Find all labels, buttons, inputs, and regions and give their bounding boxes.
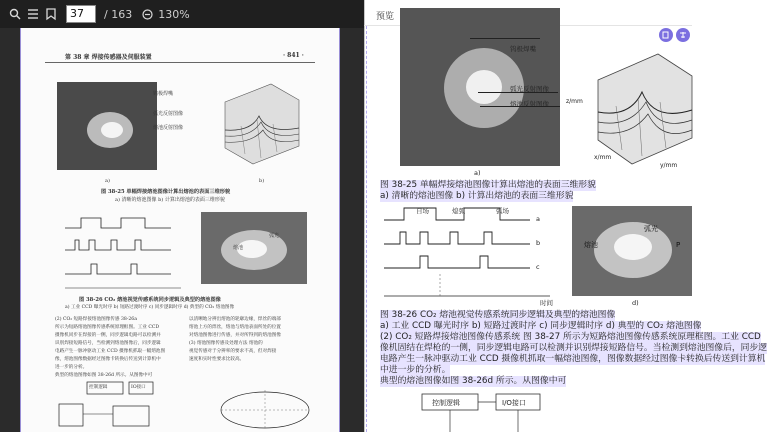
preview-label-p: P <box>676 241 681 249</box>
co2-pool-photo <box>201 212 307 284</box>
preview-label-pool2: 熔池 <box>584 241 598 249</box>
preview-body-3[interactable]: 电路产生一脉冲驱动工业 CCD 摄像机抓取一幅熔池图像，图像数据经过图像卡转换后传送到计算机 <box>380 354 766 364</box>
wave-label-b: b <box>536 239 541 247</box>
header-rule <box>45 62 315 63</box>
translate-icon[interactable] <box>676 28 690 42</box>
search-icon[interactable] <box>6 5 24 23</box>
preview-surface-plot <box>568 40 692 170</box>
preview-caption-26[interactable]: 图 38-26 CO₂ 熔池视觉传感系统同步逻辑及典型的熔池图像 <box>380 310 616 320</box>
menu-icon[interactable] <box>24 5 42 23</box>
preview-label-arc: 弧光反射图像 <box>510 85 549 93</box>
wave-label-c: c <box>536 263 540 271</box>
preview-body-4[interactable]: 中进一步的分析。 <box>380 365 451 375</box>
label-io: IO接口 <box>131 385 146 390</box>
preview-caption-25-sub[interactable]: a) 清晰的熔池图像 b) 计算出熔池的表面三维形貌 <box>380 191 574 201</box>
selection-guide <box>366 26 368 432</box>
caption-38-26: 图 38-26 CO₂ 熔池视觉传感系统同步逻辑及典型的熔池图像 <box>79 297 221 303</box>
preview-fig-d: d) <box>632 299 639 307</box>
weld-pool-photo <box>57 82 157 170</box>
preview-label-io: I/O接口 <box>502 399 526 407</box>
wave-top-2: 熄弧 <box>452 207 465 215</box>
label-control-logic: 控制逻辑 <box>89 385 108 390</box>
caption-38-26-sub: a) 工业 CCD 曝光时序 b) 短路过渡时序 c) 同步逻辑时序 d) 典型的 CO₂ 熔池图像 <box>65 305 235 310</box>
preview-body-1[interactable]: (2) CO₂ 短路焊接熔池图像传感系统 图 38-27 所示为短路熔池图像传感系统原理框图。工业 CCD <box>380 332 761 342</box>
tab-preview[interactable]: 预览 <box>376 12 395 22</box>
wave-top-1: 自场 <box>416 207 429 215</box>
preview-label-arc2: 弧光 <box>644 225 658 233</box>
axis-x: x/mm <box>594 154 612 161</box>
surface-plot <box>211 72 307 172</box>
caption-38-25: 图 38-25 单幅焊接熔池图像计算出熔池的表面三维形貌 <box>101 189 231 195</box>
preview-body-5[interactable]: 典型的熔池图像如图 38-26d 所示。从图像中可 <box>380 376 567 386</box>
viewer-toolbar <box>0 0 364 28</box>
fig-25a-label: a) <box>105 178 110 184</box>
timing-diagram <box>61 208 191 292</box>
page-number: · 841 · <box>283 52 304 59</box>
left-column-text: (2) CO₂ 短路焊接熔池图像传感 38-26a 所示为短路熔池图像传感系统原理框图。工业 CCD 摄像机同步在焊接的一侧，同步逻辑电路可以检测并 识别焊接短路信号，当检测到熔池图像后，同步逻辑 电路产生一脉冲驱动工业 CCD 摄像机抓取一幅熔池图 像，熔池图像数据经过图像卡转换后传送到计算机中 进一步的分析。 典型的熔池图像如图 38-26d 所示。从图像中可 <box>55 317 166 378</box>
zoom-out-icon[interactable] <box>138 5 156 23</box>
preview-fig-a: a) <box>474 169 481 177</box>
right-column-text: 以清晰地分辨出熔池的轮廓边缘，焊丝的端部 熔池上方的焊丝，熔池与熔池表面所处的位置 对熔池图像进行传感，并对所得到的熔池图像 (3) 熔池图像传感及处理方法 熔池的 视觉传感对于分辨率的要求不高，但对焊接 速度和实时性要求比较高。 <box>189 317 281 362</box>
preview-co2-photo <box>572 206 692 296</box>
axis-z: z/mm <box>566 98 583 105</box>
label-arc: 弧光反射图像 <box>153 111 184 117</box>
label-pool: 熔池反射图像 <box>153 125 184 131</box>
page-header: 第 38 章 焊接传感器及伺服装置 <box>65 54 152 61</box>
wave-time-label: 时间 <box>540 299 553 307</box>
page-number-input[interactable]: 37 <box>66 5 96 23</box>
preview-block-diagram <box>420 390 600 432</box>
preview-body-2[interactable]: 像机固结在焊枪的一侧，同步逻辑电路可以检测并识别焊接短路信号。当检测到熔池图像后，同步逻 <box>380 343 767 353</box>
label-pool-26: 熔池 <box>233 245 244 251</box>
wave-label-a: a <box>536 215 540 223</box>
preview-label-control: 控制逻辑 <box>432 399 460 407</box>
preview-caption-26-sub[interactable]: a) 工业 CCD 曝光时序 b) 短路过渡时序 c) 同步逻辑时序 d) 典型的 CO₂ 熔池图像 <box>380 321 702 331</box>
label-arc-26: 弧光 <box>269 233 280 239</box>
copy-icon[interactable] <box>659 28 673 42</box>
preview-label-tungsten: 钨极焊嘴 <box>510 45 536 53</box>
preview-caption-25[interactable]: 图 38-25 单幅焊接熔池图像计算出熔池的表面三维形貌 <box>380 180 596 190</box>
pdf-page <box>20 28 340 432</box>
label-tungsten: 钨极焊嘴 <box>153 91 174 97</box>
bookmark-icon[interactable] <box>42 5 60 23</box>
zoom-level[interactable]: 130% <box>158 7 190 21</box>
fig-25b-label: b) <box>259 178 265 184</box>
page-total: / 163 <box>104 7 133 21</box>
axis-y: y/mm <box>660 162 678 169</box>
preview-label-pool: 熔池反射图像 <box>510 100 549 108</box>
wave-top-3: 弧场 <box>496 207 509 215</box>
ellipse-diagram <box>217 386 313 430</box>
caption-38-25-sub: a) 清晰的熔池图像 b) 计算出熔池的表面三维形貌 <box>115 197 225 203</box>
